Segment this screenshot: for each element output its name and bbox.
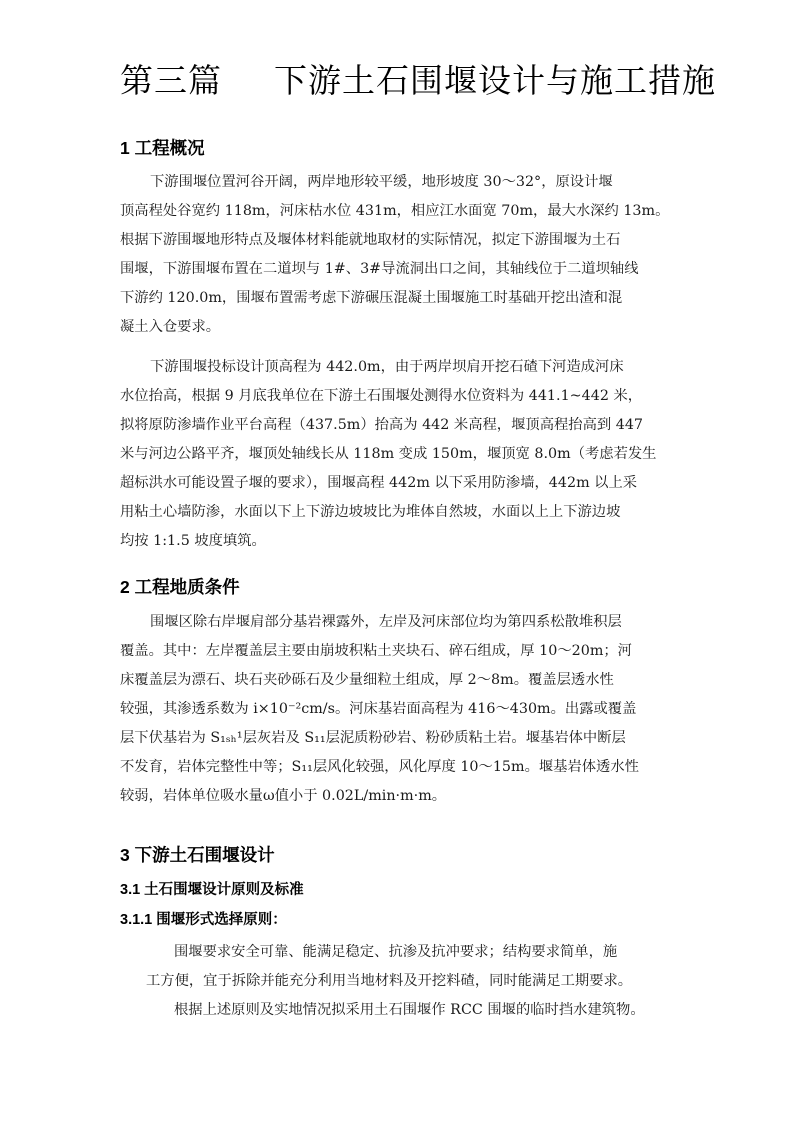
text-line: 下游约 120.0m，围堰布置需考虑下游碾压混凝土围堰施工时基础开挖出渣和混 (120, 290, 623, 306)
paragraph-1-2 (120, 353, 682, 556)
text-line: 用粘土心墙防渗，水面以下上下游边坡坡比为堆体自然坡，水面以上上下游边坡 (120, 504, 621, 520)
text-line: 围堰，下游围堰布置在二道坝与 1#、3#导流洞出口之间，其轴线位于二道坝轴线 (120, 261, 639, 277)
text-line: 顶高程处谷宽约 118m，河床枯水位 431m，相应江水面宽 70m，最大水深约 13m。 (120, 203, 670, 219)
page-title (120, 62, 716, 102)
paragraph-2-1 (120, 608, 682, 811)
paragraph-3-1-1 (146, 938, 682, 1025)
title-part: 第三篇 (120, 64, 222, 100)
text-line: 下游围堰位置河谷开阔，两岸地形较平缓，地形坡度 30～32°，原设计堰 (150, 174, 613, 190)
section-heading-3: 3 下游土石围堰设计 (120, 845, 275, 865)
text-line: 下游围堰投标设计顶高程为 442.0m，由于两岸坝肩开挖石碴下河造成河床 (150, 359, 624, 375)
text-line: 围堰要求安全可靠、能满足稳定、抗渗及抗冲要求；结构要求简单，施 (174, 944, 618, 960)
text-line: 围堰区除右岸堰肩部分基岩裸露外，左岸及河床部位均为第四系松散堆积层 (150, 614, 622, 630)
subsubsection-heading-3-1-1: 3.1.1 围堰形式选择原则： (120, 912, 287, 928)
text-line: 覆盖。其中：左岸覆盖层主要由崩坡积粘土夹块石、碎石组成，厚 10～20m；河 (120, 643, 632, 659)
text-line: 较弱，岩体单位吸水量ω值小于 0.02L/min·m·m。 (120, 788, 447, 804)
text-line: 凝土入仓要求。 (120, 319, 221, 335)
text-line: 较强，其渗透系数为 i×10⁻²cm/s。河床基岩面高程为 416～430m。出露或覆盖 (120, 701, 637, 717)
text-line: 不发育，岩体完整性中等；S₁₁层风化较强，风化厚度 10～15m。堰基岩体透水性 (120, 759, 639, 775)
paragraph-1-1 (120, 168, 682, 342)
text-line: 水位抬高，根据 9 月底我单位在下游土石围堰处测得水位资料为 441.1~442 米， (120, 388, 643, 404)
text-line: 超标洪水可能设置子堰的要求），围堰高程 442m 以下采用防渗墙，442m 以上采 (120, 475, 638, 491)
title-text: 下游土石围堰设计与施工措施 (274, 64, 716, 100)
text-line: 床覆盖层为漂石、块石夹砂砾石及少量细粒土组成，厚 2～8m。覆盖层透水性 (120, 672, 614, 688)
text-line: 层下伏基岩为 S₁ₛₕ¹层灰岩及 S₁₁层泥质粉砂岩、粉砂质粘土岩。堰基岩体中断层 (120, 730, 626, 746)
text-line: 米与河边公路平齐，堰顶处轴线长从 118m 变成 150m，堰顶宽 8.0m（考虑若发生 (120, 446, 657, 462)
text-line: 根据上述原则及实地情况拟采用土石围堰作 RCC 围堰的临时挡水建筑物。 (174, 1002, 645, 1018)
section-heading-2: 2 工程地质条件 (120, 577, 240, 597)
subsection-heading-3-1: 3.1 土石围堰设计原则及标准 (120, 882, 304, 898)
text-line: 拟将原防渗墙作业平台高程（437.5m）抬高为 442 米高程，堰顶高程抬高到 447 (120, 417, 644, 433)
text-line: 根据下游围堰地形特点及堰体材料能就地取材的实际情况，拟定下游围堰为土石 (120, 232, 621, 248)
section-heading-1: 1 工程概况 (120, 138, 205, 158)
text-line: 工方便，宜于拆除并能充分利用当地材料及开挖料碴，同时能满足工期要求。 (146, 973, 633, 989)
text-line: 均按 1:1.5 坡度填筑。 (120, 533, 266, 549)
